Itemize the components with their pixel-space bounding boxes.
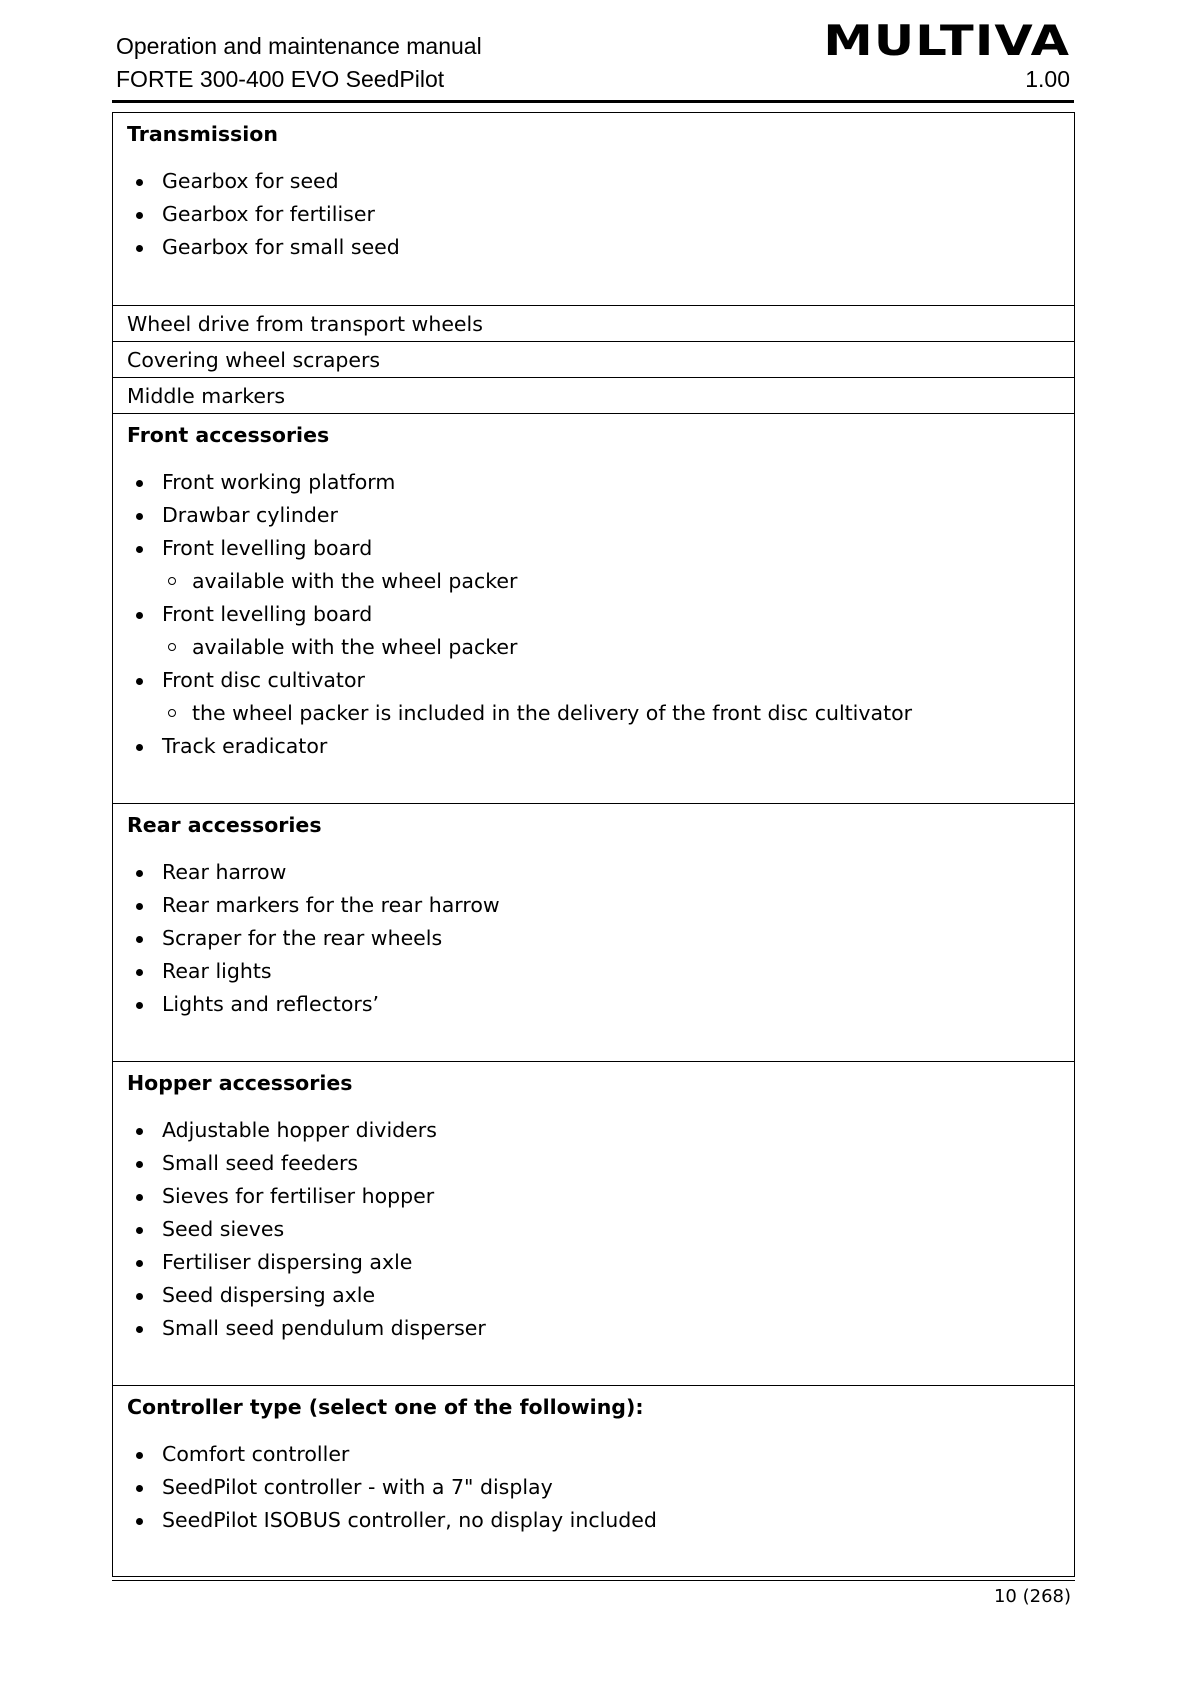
section-title: Transmission: [127, 122, 278, 146]
list-item: Front disc cultivator: [127, 664, 1060, 697]
list-item: Small seed feeders: [127, 1147, 1060, 1180]
page-header: [112, 16, 1074, 103]
equipment-table: [112, 112, 1075, 1577]
covering-scrapers-row: Covering wheel scrapers: [113, 342, 1075, 378]
front-accessories-section: [113, 414, 1075, 804]
table-row: [113, 342, 1075, 378]
controller-type-section: [113, 1386, 1075, 1577]
list-item: Rear markers for the rear harrow: [127, 889, 1060, 922]
rear-accessories-section: [113, 804, 1075, 1062]
list-item: Small seed pendulum disperser: [127, 1312, 1060, 1345]
list-item: Adjustable hopper dividers: [127, 1114, 1060, 1147]
sub-list-item: available with the wheel packer: [127, 631, 1060, 664]
table-row: [113, 113, 1075, 306]
hopper-accessories-list: [127, 1114, 1060, 1345]
list-item: Gearbox for seed: [127, 165, 1060, 198]
front-accessories-list: [127, 466, 1060, 763]
list-item: Drawbar cylinder: [127, 499, 1060, 532]
section-title: Hopper accessories: [127, 1071, 353, 1095]
sub-list-item: available with the wheel packer: [127, 565, 1060, 598]
manual-title: Operation and maintenance manual: [116, 33, 482, 59]
list-item: Rear harrow: [127, 856, 1060, 889]
sub-list-item: the wheel packer is included in the delivery of the front disc cultivator: [127, 697, 1060, 730]
list-item: Scraper for the rear wheels: [127, 922, 1060, 955]
list-item: Seed dispersing axle: [127, 1279, 1060, 1312]
section-title: Front accessories: [127, 423, 330, 447]
footer-divider: [112, 1580, 1075, 1581]
table-row: [113, 414, 1075, 804]
list-item: Fertiliser dispersing axle: [127, 1246, 1060, 1279]
page-number: 10 (268): [993, 1586, 1071, 1607]
wheel-drive-row: Wheel drive from transport wheels: [113, 306, 1075, 342]
table-row: [113, 804, 1075, 1062]
hopper-accessories-section: [113, 1062, 1075, 1386]
list-item: Gearbox for fertiliser: [127, 198, 1060, 231]
list-item: Seed sieves: [127, 1213, 1060, 1246]
list-item: Rear lights: [127, 955, 1060, 988]
list-item: Lights and reflectors’: [127, 988, 1060, 1021]
section-title: Rear accessories: [127, 813, 322, 837]
table-row: [113, 306, 1075, 342]
list-item: Front working platform: [127, 466, 1060, 499]
list-item: Sieves for fertiliser hopper: [127, 1180, 1060, 1213]
controller-type-list: [127, 1438, 1060, 1537]
table-row: [113, 1386, 1075, 1577]
list-item: Front levelling board: [127, 532, 1060, 565]
rear-accessories-list: [127, 856, 1060, 1021]
middle-markers-row: Middle markers: [113, 378, 1075, 414]
list-item: Front levelling board: [127, 598, 1060, 631]
transmission-list: [127, 165, 1060, 264]
list-item: Comfort controller: [127, 1438, 1060, 1471]
table-row: [113, 1062, 1075, 1386]
list-item: SeedPilot controller - with a 7" display: [127, 1471, 1060, 1504]
model-name: FORTE 300-400 EVO SeedPilot: [116, 66, 445, 92]
document-version: 1.00: [1025, 66, 1070, 92]
list-item: SeedPilot ISOBUS controller, no display included: [127, 1504, 1060, 1537]
list-item: Gearbox for small seed: [127, 231, 1060, 264]
transmission-section: [113, 113, 1075, 306]
list-item: Track eradicator: [127, 730, 1060, 763]
section-title: Controller type (select one of the following):: [127, 1395, 644, 1419]
multiva-logo: MULTIVA: [823, 16, 1070, 65]
table-row: [113, 378, 1075, 414]
